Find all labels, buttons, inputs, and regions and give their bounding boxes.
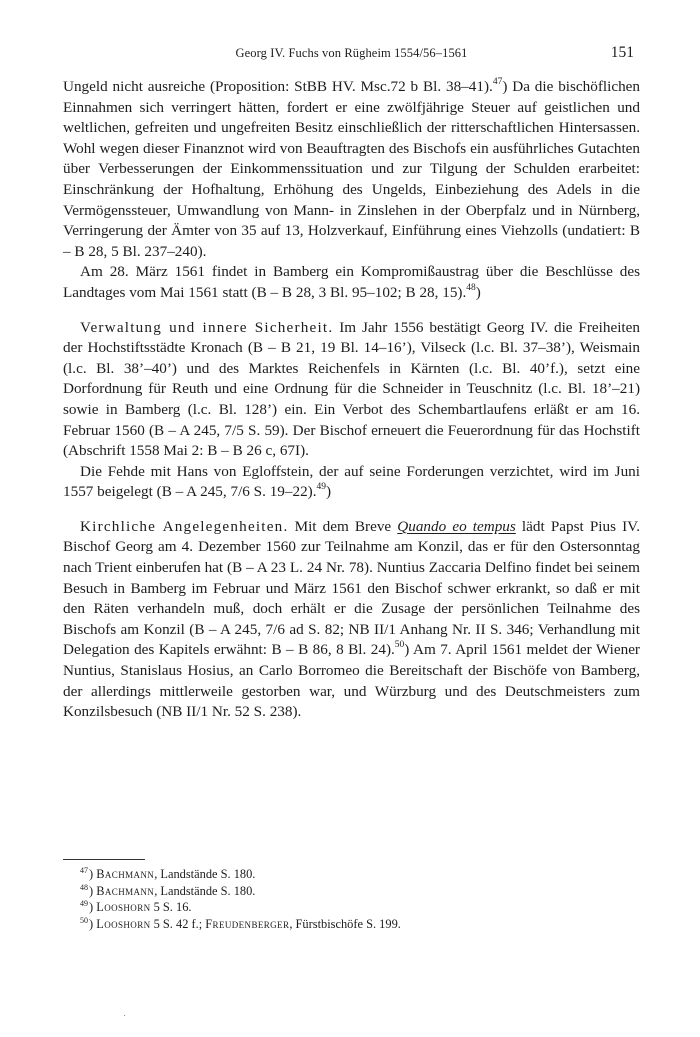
paragraph-text: Mit dem Breve (288, 517, 398, 535)
footnote-text: 5 S. 42 f.; (150, 917, 206, 932)
breve-title: Quando eo tempus (397, 517, 516, 535)
footnote-number: 47 (80, 865, 88, 875)
paragraph (63, 318, 640, 462)
paragraph-text: Im Jahr 1556 bestätigt Georg IV. die Freiheiten der Hochstiftsstädte Kronach (B – B 21, 19 Bl. 14–16’), Vilseck (l.c. Bl. 37–38’), Weismain (l.c. Bl. 38’–40’) und des Marktes Reichenfels in Kärnten (l.c. Bl. 40’f.), setzt eine Dorfordnung für Reuth und eine Ordnung für die Schneider in Teuschnitz (l.c. Bl. 18’–21) sowie in Bamberg (l.c. Bl. 128’) ein. Ein Verbot des Schembartlaufens erläßt er am 16. Februar 1560 (B – A 245, 7/5 S. 59). Der Bischof erneuert die Feuerordnung für das Hochstift (Abschrift 1558 Mai 2: B – B 26 c, 67I). (63, 318, 640, 460)
section-heading: Verwaltung und innere Sicherheit. (80, 318, 334, 336)
paragraph (63, 517, 640, 723)
running-header (63, 44, 640, 64)
paragraph-text: Ungeld nicht ausreiche (Proposition: StBB HV. Msc.72 b Bl. 38–41). (63, 78, 493, 95)
footnote-ref: 49 (316, 482, 327, 493)
footnote-author: Looshorn (96, 917, 151, 932)
footnote-ref: 50 (394, 640, 405, 651)
footnote-rule (63, 859, 145, 860)
footnote-author: Bachmann (96, 883, 155, 898)
footnote-text: , Landstände S. 180. (154, 867, 256, 881)
footnote: $^{50}$) Looshorn 5 S. 42 f.; Freudenberger, Fürstbischöfe S. 199. (80, 915, 401, 932)
section-heading: Kirchliche Angelegenheiten. (80, 517, 289, 535)
footnote-number: 48 (80, 882, 88, 892)
footnote-number: 50 (80, 915, 88, 925)
footnote-text: 5 S. 16. (150, 900, 192, 915)
paragraph-text: Am 28. März 1561 findet in Bamberg ein Kompromißaustrag über die Beschlüsse des Landtages vom Mai 1561 statt (B – B 28, 3 Bl. 95–102; B 28, 15). (63, 263, 640, 301)
main-text (63, 77, 640, 723)
page-number: 151 (610, 44, 634, 61)
footnote-author: Bachmann (96, 867, 155, 881)
footnote-text: , Landstände S. 180. (154, 883, 256, 898)
paragraph-text: ) Da die bischöflichen Einnahmen sich verringert hätten, fordert er eine zwölfjährige Steuer auf geistlichen und weltlichen, gefreiten und ungefreiten Besitz einschließlich der ritterschaftlichen Hintersassen. Wohl wegen dieser Finanznot wird von Beauftragten des Bischofs ein ausführliches Gutachten über Verbesserungen der Einkommenssituation und zur Tilgung der Schulden erarbeitet: Einschränkung der Hofhaltung, Erhöhung des Ungelds, Einbeziehung des Adels in die Vermögenssteuer, Umwandlung von Mann- in Zinslehen in der Oberpfalz und in Nürnberg, Verringerung der Ämter von 35 auf 13, Holzverkauf, Einführung eines Viehzolls (undatiert: B – B 28, 5 Bl. 237–240). (63, 78, 641, 260)
footnote-ref: 47 (492, 76, 503, 87)
paragraph-text: lädt Papst Pius IV. Bischof Georg am 4. Dezember 1560 zur Teilnahme am Konzil, das er für den Ostersonntag nach Trient einberufen hat (B – A 23 L. 24 Nr. 78). Nuntius Zaccaria Delfino findet bei seinem Besuch in Bamberg im Februar und März 1561 den Bischof schwer erkrankt, so daß er mit den Räten verhandeln muß, doch erhält er die Zusage der persönlichen Teilnahme des Bischofs am Konzil (B – A 245, 7/6 ad S. 82; NB II/1 Anhang Nr. II S. 346; Verhandlung mit Delegation des Kapitels erwähnt: B – B 86, 8 Bl. 24). (63, 517, 640, 659)
paragraph-text: ) Am 7. April 1561 meldet der Wiener Nuntius, Stanislaus Hosius, an Carlo Borromeo die Bereitschaft der Bischöfe von Bamberg, der allerdings mittlerweile gestorben war, und Würzburg und des Deutschmeisters zum Konzilsbesuch (NB II/1 Nr. 52 S. 238). (63, 641, 640, 721)
paragraph (63, 462, 640, 503)
footnote-number: 49 (80, 899, 88, 909)
footnotes (80, 866, 620, 933)
footnote-author: Freudenberger (205, 917, 290, 932)
paragraph-text: ) (475, 283, 481, 301)
footnote-text: , Fürstbischöfe S. 199. (289, 917, 401, 932)
footnote: $^{47}$) Bachmann, Landstände S. 180. (80, 865, 256, 881)
footnote: $^{49}$) Looshorn 5 S. 16. (80, 899, 192, 915)
running-title: Georg IV. Fuchs von Rügheim 1554/56–1561 (235, 46, 468, 60)
paragraph-text: Die Fehde mit Hans von Egloffstein, der auf seine Forderungen verzichtet, wird im Juni 1557 beigelegt (B – A 245, 7/6 S. 19–22). (63, 462, 640, 501)
scan-speck (124, 1015, 125, 1016)
footnote-author: Looshorn (96, 900, 151, 915)
paragraph-text: ) (326, 483, 332, 501)
paragraph (63, 262, 640, 303)
paragraph (63, 77, 640, 262)
footnote-ref: 48 (466, 282, 476, 293)
footnote: $^{48}$) Bachmann, Landstände S. 180. (80, 882, 256, 898)
